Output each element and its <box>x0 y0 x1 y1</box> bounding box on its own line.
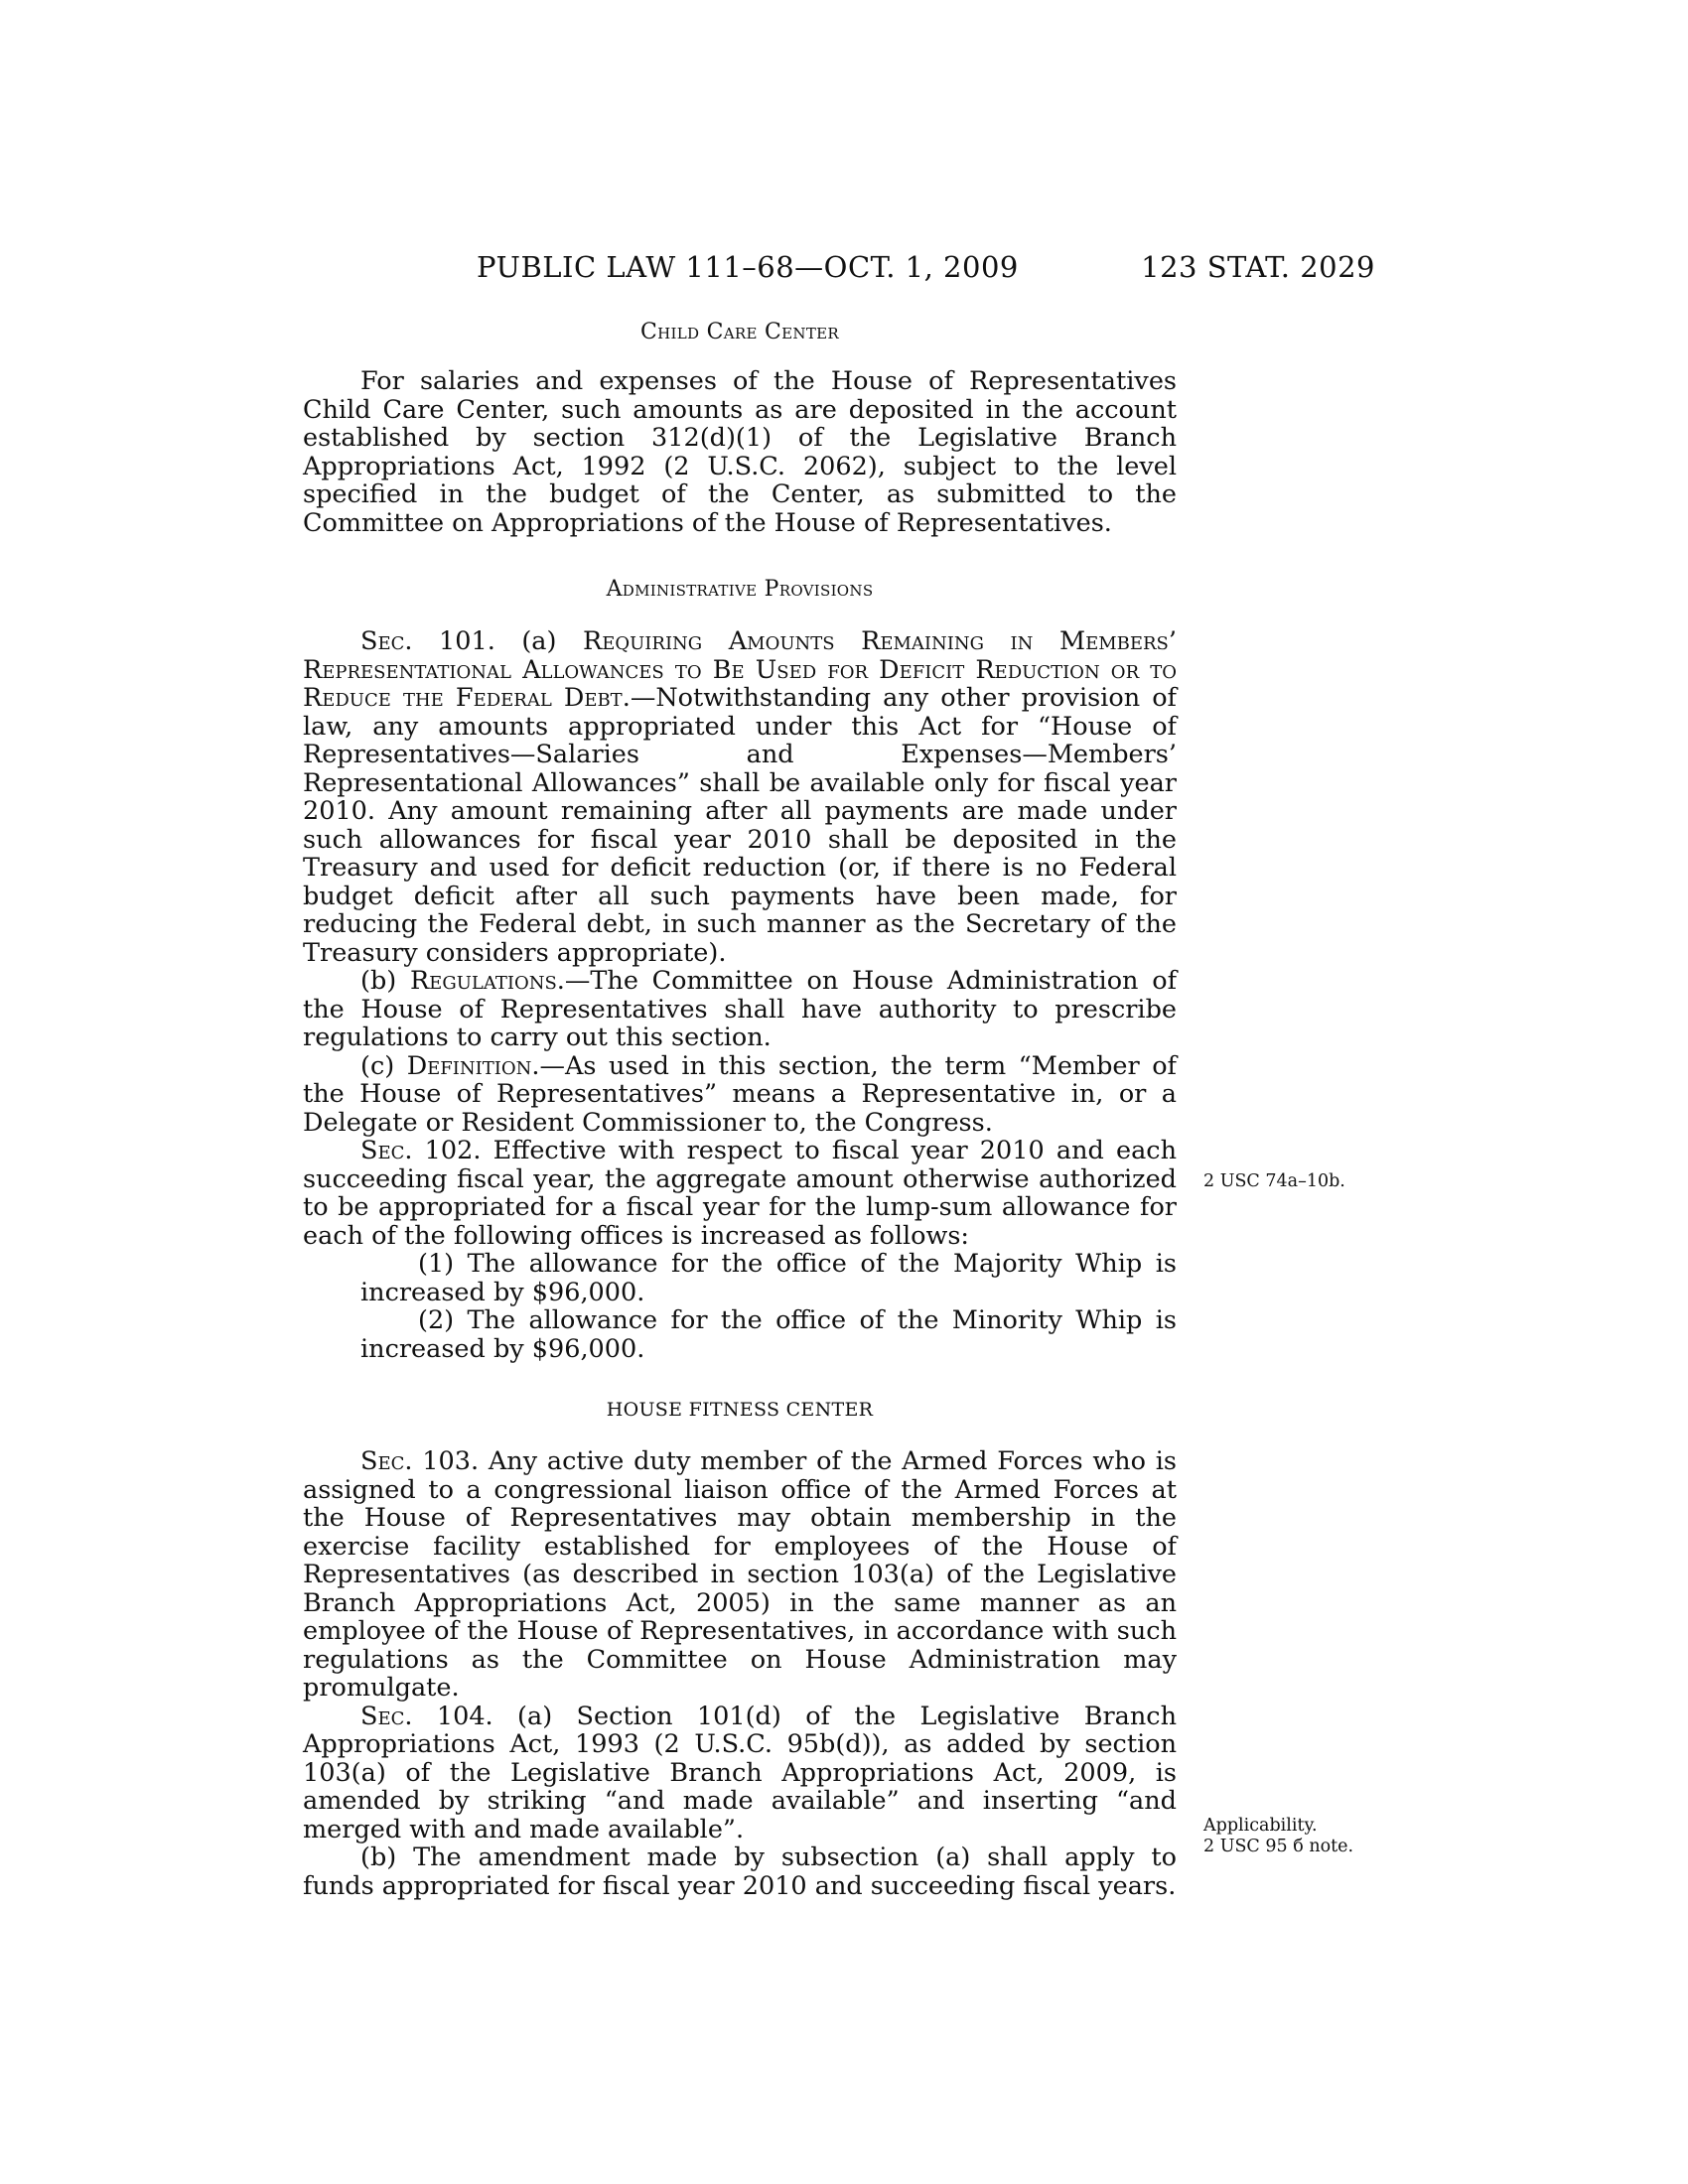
running-header <box>303 250 1375 290</box>
margin-note-applicability: Applicability. <box>1203 1816 1318 1836</box>
sec-101-c-paragraph <box>303 1052 1177 1138</box>
sec-103-paragraph <box>303 1447 1177 1703</box>
sec-101-a-prefix: (a) <box>521 626 557 656</box>
sec-101-a-text: —Notwithstanding any other provision of law, any amounts appropriated under this Act for “House of Representatives—Salaries and Expenses—Members’ Representational Allowances” shall be available only for fiscal year 2010. Any amount remaining after all payments are made under such allowances for fiscal year 2010 shall be deposited in the Treasury and used for deficit reduction (or, if there is no Federal budget deficit after all such payments have been made, for reducing the Federal debt, in such manner as the Secretary of the Treasury considers appropriate). <box>303 683 1177 968</box>
administrative-provisions-heading: Administrative Provisions <box>606 577 874 602</box>
public-law-citation: PUBLIC LAW 111–68—OCT. 1, 2009 <box>477 250 1019 284</box>
sec-101-c-caption: Definition. <box>406 1050 540 1081</box>
sec-101-a-caption: Requiring Amounts Remaining in Members’ Representational Allowances to Be Used for Deficit Reduction or to Reduce the Federal Debt. <box>303 626 1177 713</box>
sec-102-text: Effective with respect to fiscal year 2010 and each succeeding fiscal year, the aggregate amount otherwise authorized to be appropriated for a fiscal year for the lump-sum allowance for each of the following offices is increased as follows: <box>303 1136 1177 1251</box>
sec-102-item-2: (2) The allowance for the office of the Minority Whip is increased by $96,000. <box>360 1305 1177 1364</box>
house-fitness-center-heading: HOUSE FITNESS CENTER <box>606 1399 874 1421</box>
sec-101-b-paragraph <box>303 967 1177 1052</box>
administrative-provisions-section <box>303 627 1177 1363</box>
margin-note-sec-102: 2 USC 74a–10b. <box>1203 1171 1345 1191</box>
sec-101-b-text: —The Committee on House Administration of the House of Representatives shall have authority to prescribe regulations to carry out this section. <box>303 966 1178 1052</box>
house-fitness-center-section <box>303 1447 1177 1900</box>
child-care-heading: Child Care Center <box>640 320 839 344</box>
sec-104-b-paragraph: (b) The amendment made by subsection (a) shall apply to funds appropriated for fiscal year 2010 and succeeding fiscal years. <box>303 1843 1177 1901</box>
sec-103-label: Sec. 103. <box>360 1446 480 1476</box>
sec-101-b-prefix: (b) <box>360 966 397 996</box>
sec-101-b-caption: Regulations. <box>409 966 565 996</box>
child-care-paragraph: For salaries and expenses of the House of Representatives Child Care Center, such amounts as are deposited in the account established by section 312(d)(1) of the Legislative Branch Appropriations Act, 1992 (2 U.S.C. 2062), subject to the level specified in the budget of the Center, as submitted to the Committee on Appropriations of the House of Representatives. <box>303 366 1177 538</box>
sec-101-c-prefix: (c) <box>360 1050 395 1081</box>
sec-104-a-paragraph <box>303 1703 1177 1844</box>
sec-101-a-paragraph <box>303 627 1177 967</box>
sec-103-text: Any active duty member of the Armed Forces who is assigned to a congressional liaison office of the Armed Forces at the House of Representatives may obtain membership in the exercise facility established for employees of the House of Representatives (as described in section 103(a) of the Legislative Branch Appropriations Act, 2005) in the same manner as an employee of the House of Representatives, in accordance with such regulations as the Committee on House Administration may promulgate. <box>303 1446 1177 1703</box>
sec-101-c-text: —As used in this section, the term “Member of the House of Representatives” means a Representative in, or a Delegate or Resident Commissioner to, the Congress. <box>303 1050 1177 1138</box>
statute-page-number: 123 STAT. 2029 <box>1141 250 1375 284</box>
margin-note-sec-104: 2 USC 95 б note. <box>1203 1837 1354 1856</box>
sec-104-a-text: (a) Section 101(d) of the Legislative Branch Appropriations Act, 1993 (2 U.S.C. 95b(d)), as added by section 103(a) of the Legislative Branch Appropriations Act, 2009, is amended by striking “and made available” and inserting “and merged with and made available”. <box>303 1701 1178 1844</box>
sec-102-label: Sec. 102. <box>360 1136 482 1165</box>
sec-104-label: Sec. 104. <box>360 1701 493 1731</box>
sec-102-item-1: (1) The allowance for the office of the Majority Whip is increased by $96,000. <box>360 1249 1177 1307</box>
child-care-section <box>303 367 1177 537</box>
sec-101-label: Sec. 101. <box>360 626 495 656</box>
sec-102-paragraph <box>303 1137 1177 1250</box>
